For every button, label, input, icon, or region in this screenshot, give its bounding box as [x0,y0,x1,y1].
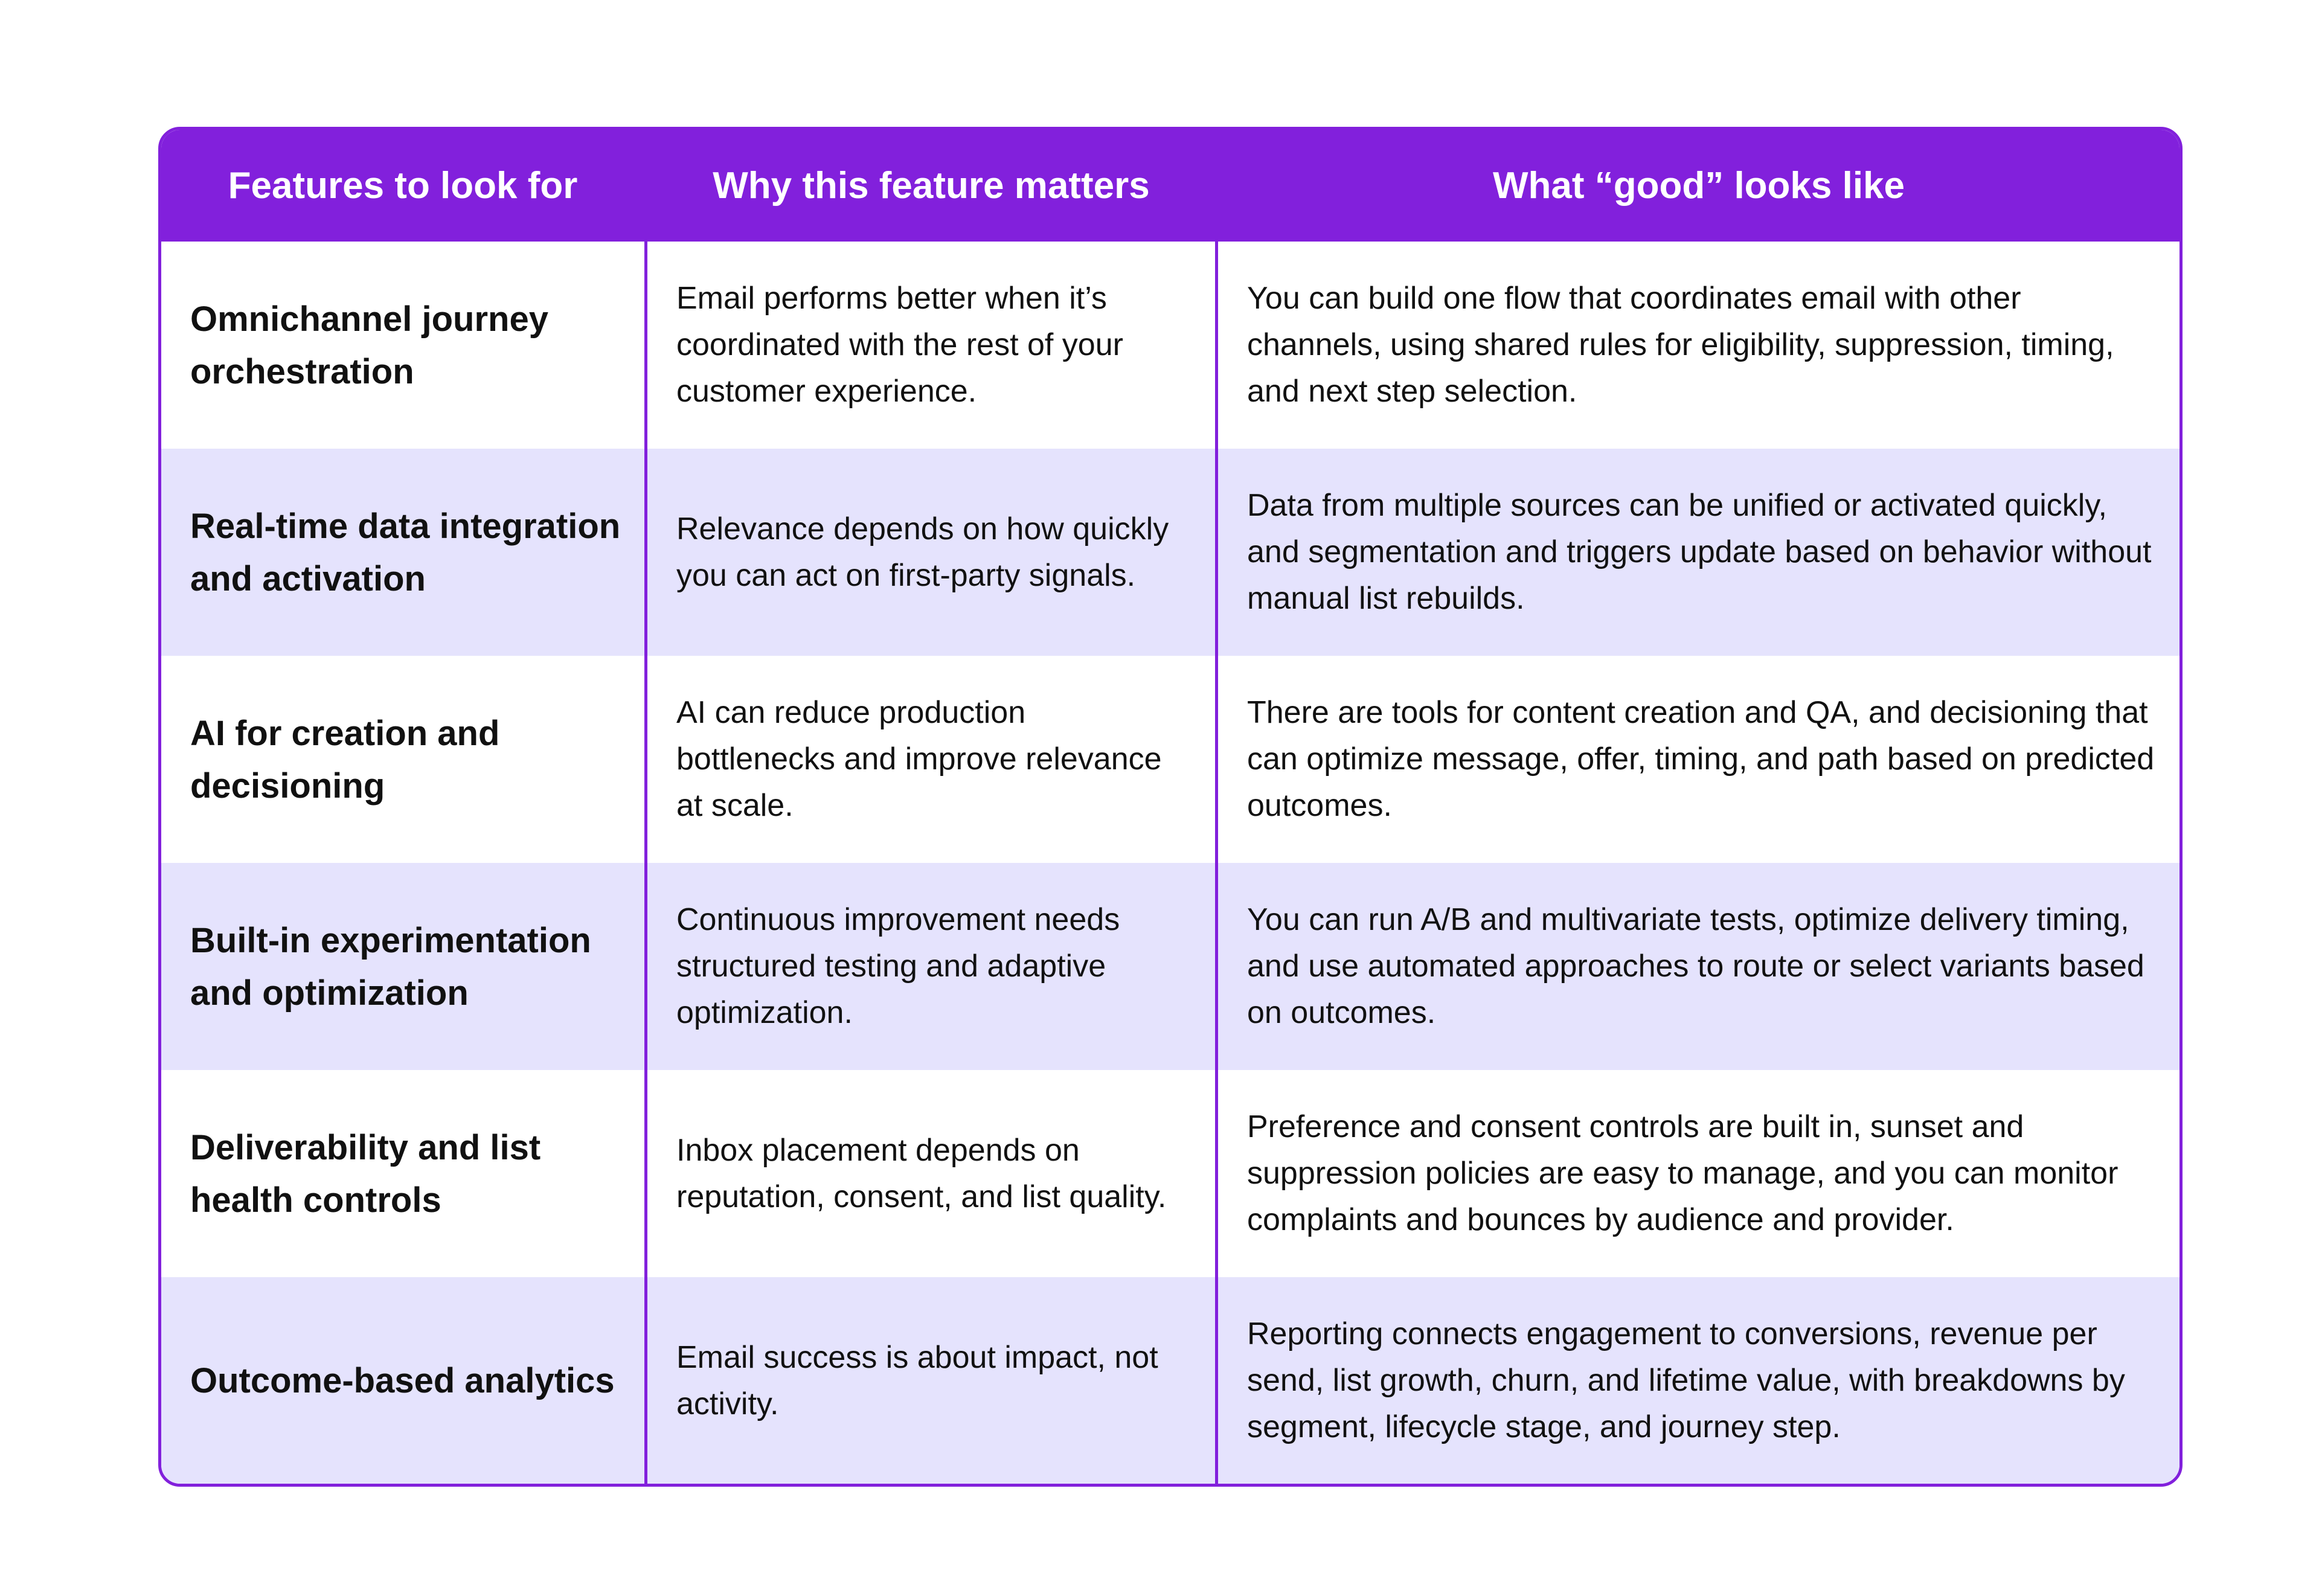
why-cell [647,1070,1218,1277]
why-cell [647,1277,1218,1484]
why-text: Email performs better when it’s coordinated with the rest of your customer experience. [676,281,1123,409]
why-text: AI can reduce production bottlenecks and improve relevance at scale. [676,695,1162,823]
good-text: You can build one flow that coordinates email with other channels, using shared rules for eligibility, suppression, timing, and next step selection. [1247,281,2114,409]
feature-text: Real-time data integration and activation [190,506,621,598]
feature-cell [161,242,647,449]
good-text: There are tools for content creation and QA, and decisioning that can optimize message, offer, timing, and path based on predicted outcomes. [1247,695,2155,823]
feature-cell [161,1277,647,1484]
feature-text: Omnichannel journey orchestration [190,299,548,391]
good-text: Reporting connects engagement to conversions, revenue per send, list growth, churn, and lifetime value, with breakdowns by segment, lifecycle stage, and journey step. [1247,1316,2125,1444]
feature-text: Built-in experimentation and optimization [190,920,591,1013]
why-text: Relevance depends on how quickly you can act on first-party signals. [676,511,1169,593]
good-text: You can run A/B and multivariate tests, optimize delivery timing, and use automated approaches to route or select variants based on outcomes. [1247,902,2144,1030]
why-cell [647,656,1218,863]
good-text: Data from multiple sources can be unified or activated quickly, and segmentation and triggers update based on behavior without manual list rebuilds. [1247,488,2152,616]
feature-text: AI for creation and decisioning [190,713,500,806]
good-cell [1218,449,2179,656]
header-good: What “good” looks like [1218,130,2179,242]
why-text: Email success is about impact, not activity. [676,1339,1158,1421]
why-text: Inbox placement depends on reputation, consent, and list quality. [676,1132,1167,1214]
good-text: Preference and consent controls are built in, sunset and suppression policies are easy to manage, and you can monitor complaints and bounces by audience and provider. [1247,1109,2119,1237]
feature-text: Deliverability and list health controls [190,1127,541,1220]
header-why: Why this feature matters [647,130,1218,242]
feature-cell [161,449,647,656]
feature-cell [161,1070,647,1277]
features-grid [161,130,2179,1484]
why-cell [647,242,1218,449]
feature-cell [161,863,647,1070]
feature-cell [161,656,647,863]
good-cell [1218,1070,2179,1277]
why-cell [647,863,1218,1070]
good-cell [1218,1277,2179,1484]
header-features: Features to look for [161,130,647,242]
good-cell [1218,863,2179,1070]
good-cell [1218,656,2179,863]
good-cell [1218,242,2179,449]
why-cell [647,449,1218,656]
features-table [158,127,2183,1487]
why-text: Continuous improvement needs structured testing and adaptive optimization. [676,902,1120,1030]
feature-text: Outcome-based analytics [190,1361,615,1400]
